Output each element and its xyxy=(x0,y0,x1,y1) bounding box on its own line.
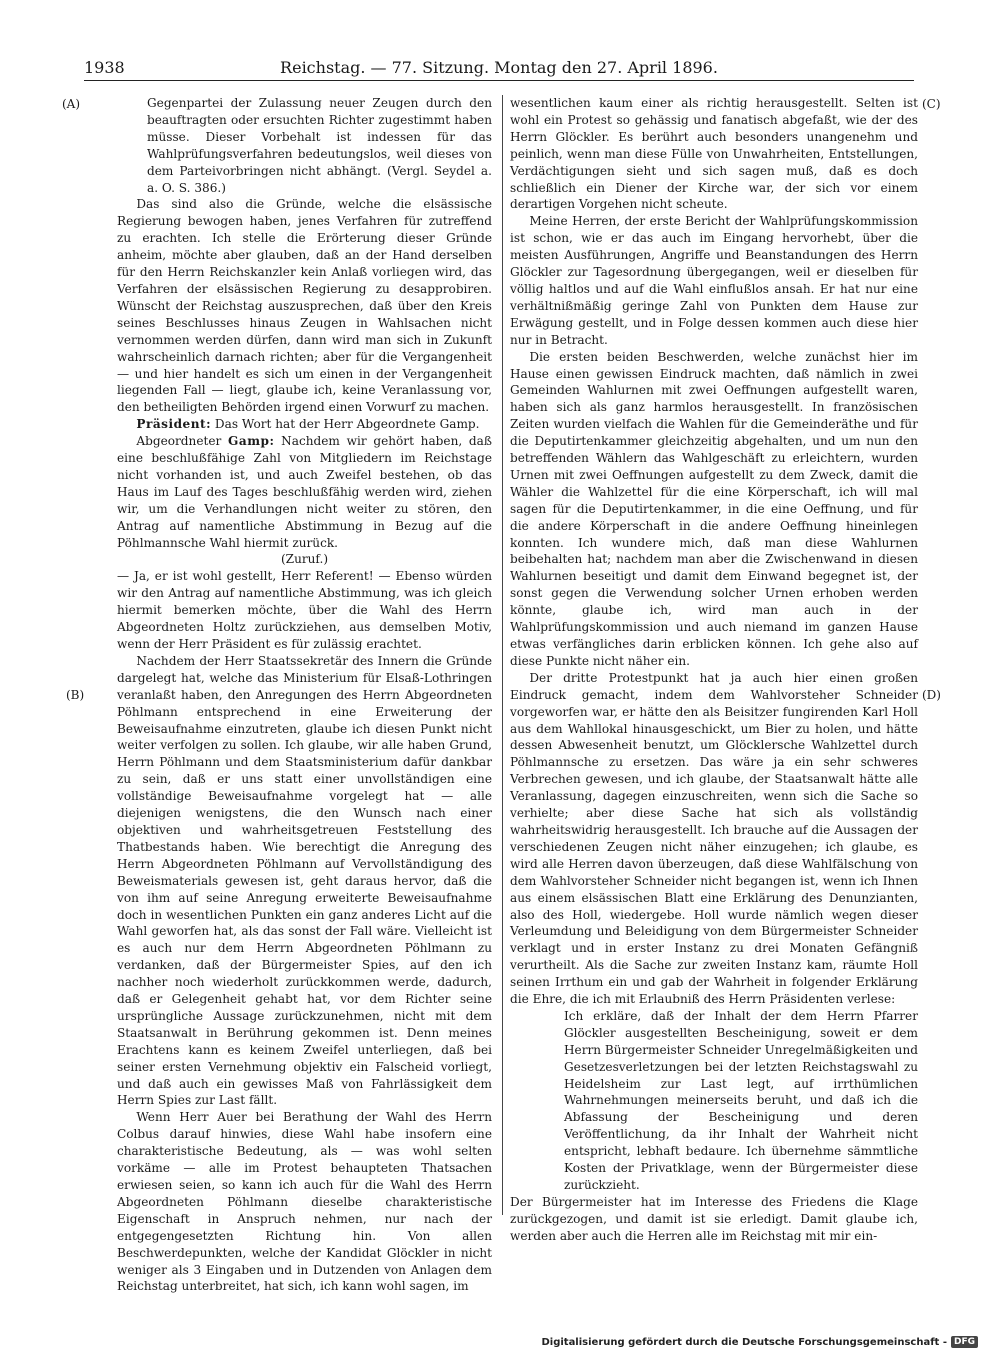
speaker-label: Gamp: xyxy=(228,434,275,449)
margin-marker-a: (A) xyxy=(62,97,81,111)
margin-marker-d: (D) xyxy=(922,688,941,702)
paragraph-text: Nachdem wir gehört haben, daß eine beschlußfähige Zahl von Mitgliedern im Reichstage nicht vorhanden ist, und auch Zweifel bestehen, ob das Haus im Lauf des Tages beschlußfähig werden wird, ziehen wir, um die Verhandlungen nicht weiter zu stören, den Antrag auf namentliche Abstimmung in Bezug auf die Pöhlmannsche Wahl hiermit zurück. xyxy=(117,434,492,550)
paragraph: Gegenpartei der Zulassung neuer Zeugen durch den beauftragten oder ersuchten Richter zugestimmt haben müsse. Dieser Vorbehalt ist indessen für das Wahlprüfungsverfahren bedeutungslos, weil dieses von dem Parteivorbringen nicht abhängt. (Vergl. Seydel a. a. O. S. 386.) xyxy=(147,96,492,195)
paragraph: Meine Herren, der erste Bericht der Wahlprüfungskommission ist schon, wie er das auch im Eingang hervorhebt, über die meisten Ausführungen, Angriffe und Beanstandungen des Herrn Glöckler zur Tagesordnung übergegangen, weil er dieselben für völlig haltlos und auf die Wahl einflußlos ansah. Er hat nur eine verhältnißmäßig geringe Zahl von Punkten dem Hause zur Erwägung gestellt, und in Folge dessen kommen auch diese hier nur in Betracht. xyxy=(510,214,918,347)
right-column xyxy=(510,95,918,1243)
interjection: (Zuruf.) xyxy=(280,552,329,567)
paragraph: Wenn Herr Auer bei Berathung der Wahl des Herrn Colbus darauf hinwies, diese Wahl habe insofern eine charakteristische Bedeutung, als — was wohl selten vorkäme — alle im Protest behaupteten Thatsachen erwiesen seien, so kann ich auch für die Wahl des Herrn Abgeordneten Pöhlmann dieselbe charakteristische Eigenschaft in Anspruch nehmen, nur nach der entgegengesetzten Richtung hin. Von allen Beschwerdepunkten, welche der Kandidat Glöckler in nicht weniger als 3 Eingaben und in Dutzenden von Anlagen dem Reichstag unterbreitet, hat sich, ich kann wohl sagen, im xyxy=(117,1110,492,1294)
running-title: Reichstag. — 77. Sitzung. Montag den 27. April 1896. xyxy=(280,58,718,77)
gamp-paragraph xyxy=(117,433,492,551)
speaker-prefix: Abgeordneter xyxy=(136,434,222,449)
paragraph: Der Bürgermeister hat im Interesse des Friedens die Klage zurückgezogen, und damit ist sie erledigt. Damit glaube ich, werden aber auch die Herren alle im Reichstag mit mir ein- xyxy=(510,1194,918,1243)
left-column xyxy=(117,95,492,1294)
paragraph: Das sind also die Gründe, welche die elsässische Regierung bewogen haben, jenes Verfahren für zutreffend zu erachten. Ich stelle die Erörterung dieser Gründe anheim, möchte aber glauben, daß an der Hand derselben für den Herrn Reichskanzler kein Anlaß vorliegen wird, das Verfahren der elsässischen Regierung zu desapprobiren. Wünscht der Reichstag auszusprechen, daß über den Kreis seines Beschlusses hinaus Zeugen in Wahlsachen nicht vernommen werden dürfen, dann wird man sich in Zukunft wahrscheinlich darnach richten; aber für die Vergangenheit — und hier handelt es sich um einen in der Vergangenheit liegenden Fall — liegt, glaube ich, keine Veranlassung vor, den betheiligten Behörden irgend einen Vorwurf zu machen. xyxy=(117,197,492,415)
paragraph: Nachdem der Herr Staatssekretär des Innern die Gründe dargelegt hat, welche das Ministerium für Elsaß-Lothringen veranlaßt haben, den Anregungen des Herrn Abgeordneten Pöhlmann entsprechend in eine Erweiterung der Beweisaufnahme einzutreten, glaube ich diesen Punkt nicht weiter verfolgen zu sollen. Ich glaube, wir alle haben Grund, Herrn Pöhlmann und dem Staatsministerium dafür dankbar zu sein, daß er uns statt einer unvollständigen eine vollständige Beweisaufnahme vorgelegt hat — alle diejenigen wenigstens, die den Wunsch nach einer objektiven und wahrheitsgetreuen Feststellung des Thatbestands haben. Wie berechtigt die Anregung des Herrn Abgeordneten Pöhlmann auf Vervollständigung des Beweismaterials gewesen ist, geht daraus hervor, daß die von ihm auf seine Anregung erweiterte Beweisaufnahme doch in wesentlichen Punkten ein ganz anderes Licht auf die Wahl geworfen hat, als das sonst der Fall wäre. Vielleicht ist es auch nur dem Herrn Abgeordneten Pöhlmann zu verdanken, daß der Bürgermeister Spies, auf den ich nachher noch wiederholt zurückkommen werde, dadurch, daß er Gelegenheit gehabt hat, vor dem Richter seine ursprüngliche Aussage zurückzunehmen, nicht mit dem Staatsanwalt in Berührung gekommen ist. Denn meines Erachtens kann es keinem Zweifel unterliegen, daß bei seiner ersten Vernehmung objektiv ein Falscheid vorliegt, und daß auch ein gewisses Maß von Fahrlässigkeit dem Herrn Spies zur Last fällt. xyxy=(117,653,492,1108)
paragraph-text: Das Wort hat der Herr Abgeordnete Gamp. xyxy=(214,417,480,432)
quoted-declaration: Ich erkläre, daß der Inhalt der dem Herrn Pfarrer Glöckler ausgestellten Bescheinigung, soweit er dem Herrn Bürgermeister Schneider Unregelmäßigkeiten und Gesetzesverletzungen bei der letzten Reichstagswahl zu Heidelsheim zur Last legt, auf irrthümlichen Wahrnehmungen meinerseits beruht, und daß ich die Abfassung der Bescheinigung und deren Veröffentlichung, da ihr Inhalt der Wahrheit nicht entspricht, lebhaft bedaure. Ich übernehme sämmtliche Kosten der Privatklage, wenn der Bürgermeister diese zurückzieht. xyxy=(564,1008,918,1192)
paragraph: — Ja, er ist wohl gestellt, Herr Referent! — Ebenso würden wir den Antrag auf namentliche Abstimmung, was ich gleich hiermit bemerken möchte, über die Wahl des Herrn Abgeordneten Holtz zurückziehen, aus demselben Motiv, wenn der Herr Präsident es für zulässig erachtet. xyxy=(117,569,492,651)
margin-marker-b: (B) xyxy=(66,688,85,702)
footer-text: Digitalisierung gefördert durch die Deutsche Forschungsgemeinschaft - xyxy=(541,1336,947,1348)
margin-marker-c: (C) xyxy=(922,97,941,111)
paragraph: wesentlichen kaum einer als richtig herausgestellt. Selten ist wohl ein Protest so gehässig und fanatisch abgefaßt, wie der des Herrn Glöckler. Es berührt auch besonders unangenehm und peinlich, wenn man diese Fülle von Unwahrheiten, Entstellungen, Verdächtigungen sieht und sich sagen muß, daß es doch schließlich ein Diener der Kirche war, der sich vor einem derartigen Vorgehen nicht scheute. xyxy=(510,96,918,212)
paragraph: Die ersten beiden Beschwerden, welche zunächst hier im Hause einen gewissen Eindruck machten, daß nämlich in zwei Gemeinden Wahlurnen mit zwei Oeffnungen aufgestellt waren, haben sich als ganz harmlos herausgestellt. In französischen Zeiten wurden vielfach die Wahlen für die Gemeinderäthe und für die Deputirtenkammer gleichzeitig abgehalten, und um nun den betreffenden Wählern das Wahlgeschäft zu erleichtern, wurden Urnen mit zwei Oeffnungen aufgestellt zu dem Zweck, damit die Wähler die Wahlzettel für die eine Körperschaft, ich will mal sagen für die Deputirtenkammer, in die eine Oeffnung, und für die andere Körperschaft in die andere Oeffnung hineinlegen konnten. Ich wundere mich, daß man diese Wahlurnen beibehalten hat; nachdem man aber die Zwischenwand in diesen Wahlurnen beseitigt und damit dem Einwand begegnet ist, der sonst gegen die Verwendung solcher Urnen erhoben werden könnte, glaube ich, wird man auch in der Wahlprüfungskommission und auch niemand im ganzen Hause etwas verfängliches darin erblicken können. Ich gehe also auf diese Punkte nicht näher ein. xyxy=(510,349,918,668)
dfg-logo: DFG xyxy=(951,1336,978,1348)
page-number: 1938 xyxy=(84,58,125,77)
speaker-label: Präsident: xyxy=(136,417,212,432)
footer xyxy=(541,1336,978,1348)
president-paragraph xyxy=(117,416,492,433)
page-header xyxy=(84,58,914,81)
paragraph: Der dritte Protestpunkt hat ja auch hier einen großen Eindruck gemacht, indem dem Wahlvorsteher Schneider vorgeworfen war, er hätte den als Beisitzer fungirenden Karl Holl aus dem Wahllokal hinausgeschickt, um Bier zu holen, und hätte dessen Abwesenheit benutzt, um Glöcklersche Wahlzettel durch Pöhlmannsche zu ersetzen. Das wäre ja ein sehr schweres Verbrechen gewesen, und ich glaube, der Staatsanwalt hätte alle Veranlassung, dagegen einzuschreiten, wenn sich die Sache so verhielte; aber diese Sache hat sich als vollständig wahrheitswidrig herausgestellt. Ich brauche auf die Aussagen der verschiedenen Zeugen nicht näher einzugehen; ich glaube, es wird alle Herren davon überzeugen, daß diese Wahlfälschung von dem Wahlvorsteher Schneider nicht begangen ist, wenn ich Ihnen aus einem elsässischen Blatt eine Erklärung des Denunzianten, also des Holl, wiedergebe. Holl wurde nämlich wegen dieser Verleumdung und Beleidigung von dem Bürgermeister Schneider verklagt und in erster Instanz zu drei Monaten Gefängniß verurtheilt. Als die Sache zur zweiten Instanz kam, räumte Holl seinen Irrthum ein und gab der Wahrheit in folgender Erklärung die Ehre, die ich mit Erlaubniß des Herrn Präsidenten verlese: xyxy=(510,670,918,1007)
column-divider xyxy=(502,95,503,1215)
